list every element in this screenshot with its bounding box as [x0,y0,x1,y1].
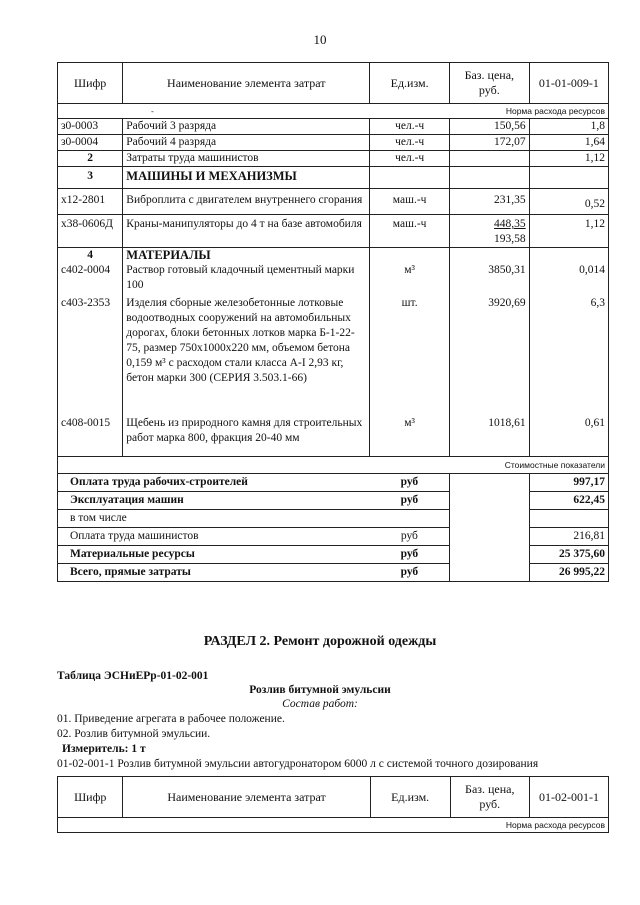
section-3-norm [529,167,608,189]
total-empty [449,546,529,564]
measure: Измеритель: 1 т [62,743,146,755]
section-2-num: 2 [58,151,123,167]
total-row [58,474,609,492]
band-dash: - [151,106,154,116]
section-heading: РАЗДЕЛ 2. Ремонт дорожной одежды [203,634,437,649]
total-label: Оплата труда машинистов [58,528,370,546]
total-value: 216,81 [529,528,608,546]
row-unit: чел.-ч [370,119,450,135]
material-price: 3850,31 [488,264,526,276]
table-label: Таблица ЭСНиЕРр-01-02-001 [57,670,209,682]
row-unit: маш.-ч [370,189,450,215]
total-value: 622,45 [529,492,608,510]
total-unit: руб [370,492,450,510]
total-unit: руб [370,528,450,546]
materials-norms [529,248,608,457]
band-resources-cell [58,104,609,119]
materials-names [123,248,370,457]
row-unit: чел.-ч [370,135,450,151]
material-price: 1018,61 [488,417,526,429]
total-label: в том числе [58,510,370,528]
band-resources [58,104,609,119]
header-unit: Ед.изм. [370,63,450,104]
materials-block [58,248,609,457]
row-price-secondary: 193,58 [494,233,526,245]
section-3-row [58,167,609,189]
section-3-num: 3 [58,167,123,189]
table-row [58,135,609,151]
header-price [449,63,529,104]
total-row [58,510,609,528]
total-label: Всего, прямые затраты [58,564,370,582]
table-row [58,119,609,135]
material-norm: 0,014 [579,264,605,276]
material-name: Изделия сборные железобетонные лотковые водоотводных сооружений на автомобильных дорогах, блоки бетонных лотков марка Б-1-22-75, размер 750х1000х220 мм, объемом бетона 0,159 м³ с расходом стали класса А-I 2,93 кг, бетон марки 300 (СЕРИЯ 3.503.1-66) [126,297,355,384]
total-label: Эксплуатация машин [58,492,370,510]
material-norm: 0,61 [584,417,605,429]
band-resources [58,818,609,833]
total-unit: руб [370,546,450,564]
section-4-num: 4 [87,249,94,261]
spacer [61,311,119,416]
spacer [533,248,605,263]
total-label: Материальные ресурсы [58,546,370,564]
materials-prices [449,248,529,457]
material-code: с402-0004 [61,264,111,276]
section-3-title: МАШИНЫ И МЕХАНИЗМЫ [123,167,370,189]
row-price: 231,35 [449,189,529,215]
material-unit: шт. [401,297,418,309]
page-number: 10 [313,32,327,47]
header-norm-code: 01-02-001-1 [529,777,608,818]
header-price-line2: руб. [478,83,500,97]
material-unit: м³ [404,417,415,429]
row-price: 172,07 [449,135,529,151]
spacer [61,278,119,293]
total-empty [449,528,529,546]
row-norm: 1,64 [529,135,608,151]
header-name: Наименование элемента затрат [123,63,370,104]
total-row [58,546,609,564]
total-empty [449,564,529,582]
norm-line: 01-02-001-1 Розлив битумной эмульсии автогудронатором 6000 л с системой точного дозирования [57,758,539,770]
row-code: з0-0003 [58,119,123,135]
materials-units [370,248,450,457]
material-unit: м³ [404,264,415,276]
header-price-line1: Баз. цена, [465,782,515,796]
row-name: Виброплита с двигателем внутреннего сгорания [123,189,370,215]
header-price [450,777,529,818]
spacer [453,248,526,263]
table-row [58,215,609,248]
header-price-line2: руб. [479,797,501,811]
total-unit: руб [370,474,450,492]
resource-table-01-01-009-1 [57,62,609,582]
material-code: с403-2353 [61,297,111,309]
section-2-price [449,151,529,167]
step-1: 01. Приведение агрегата в рабочее положение. [57,713,285,725]
section-2-name: Затраты труда машинистов [123,151,370,167]
band-costs [58,457,609,474]
header-code: Шифр [58,63,123,104]
row-price-main: 448,35 [494,218,526,230]
row-name: Краны-манипуляторы до 4 т на базе автомобиля [123,215,370,248]
material-name: Раствор готовый кладочный цементный марки 100 [126,264,355,291]
material-price: 3920,69 [488,297,526,309]
row-norm: 1,8 [529,119,608,135]
material-norm: 6,3 [590,297,605,309]
header-price-line1: Баз. цена, [464,68,515,82]
total-empty [449,510,529,528]
row-code: х38-0606Д [58,215,123,248]
table-row [58,189,609,215]
step-2: 02. Розлив битумной эмульсии. [57,728,211,740]
row-price [449,215,529,248]
band-costs-cell: Стоимостные показатели [58,457,609,474]
row-name: Рабочий 4 разряда [123,135,370,151]
material-name: Щебень из природного камня для строительных работ марка 800, фракция 20-40 мм [126,417,363,444]
material-code: с408-0015 [61,417,111,429]
resource-table-01-02-001-1 [57,776,609,833]
header-norm-code: 01-01-009-1 [529,63,608,104]
total-label: Оплата труда рабочих-строителей [58,474,370,492]
row-name: Рабочий 3 разряда [123,119,370,135]
section-2-row [58,151,609,167]
total-value: 997,17 [529,474,608,492]
table-header-row [58,777,609,818]
section-2-unit: чел.-ч [370,151,450,167]
band-resources-label: Норма расхода ресурсов [505,106,605,116]
section-3-unit [370,167,450,189]
total-empty [449,474,529,492]
row-code: з0-0004 [58,135,123,151]
total-value: 26 995,22 [529,564,608,582]
total-row [58,564,609,582]
spacer [373,248,446,263]
section-2-norm: 1,12 [529,151,608,167]
table-header-row [58,63,609,104]
section-3-price [449,167,529,189]
header-name: Наименование элемента затрат [123,777,370,818]
row-norm: 1,12 [529,215,608,248]
band-resources-cell: Норма расхода ресурсов [58,818,609,833]
work-composition-title: Состав работ: [282,698,358,710]
total-row [58,528,609,546]
total-unit: руб [370,564,450,582]
row-norm: 0,52 [529,189,608,215]
total-empty [449,492,529,510]
total-value: 25 375,60 [529,546,608,564]
row-price: 150,56 [449,119,529,135]
total-value [529,510,608,528]
table-name: Розлив битумной эмульсии [249,684,391,696]
row-code: х12-2801 [58,189,123,215]
total-unit [370,510,450,528]
materials-codes [58,248,123,457]
header-unit: Ед.изм. [370,777,450,818]
header-code: Шифр [58,777,123,818]
section-4-title: МАТЕРИАЛЫ [126,248,211,262]
total-row [58,492,609,510]
row-unit: маш.-ч [370,215,450,248]
